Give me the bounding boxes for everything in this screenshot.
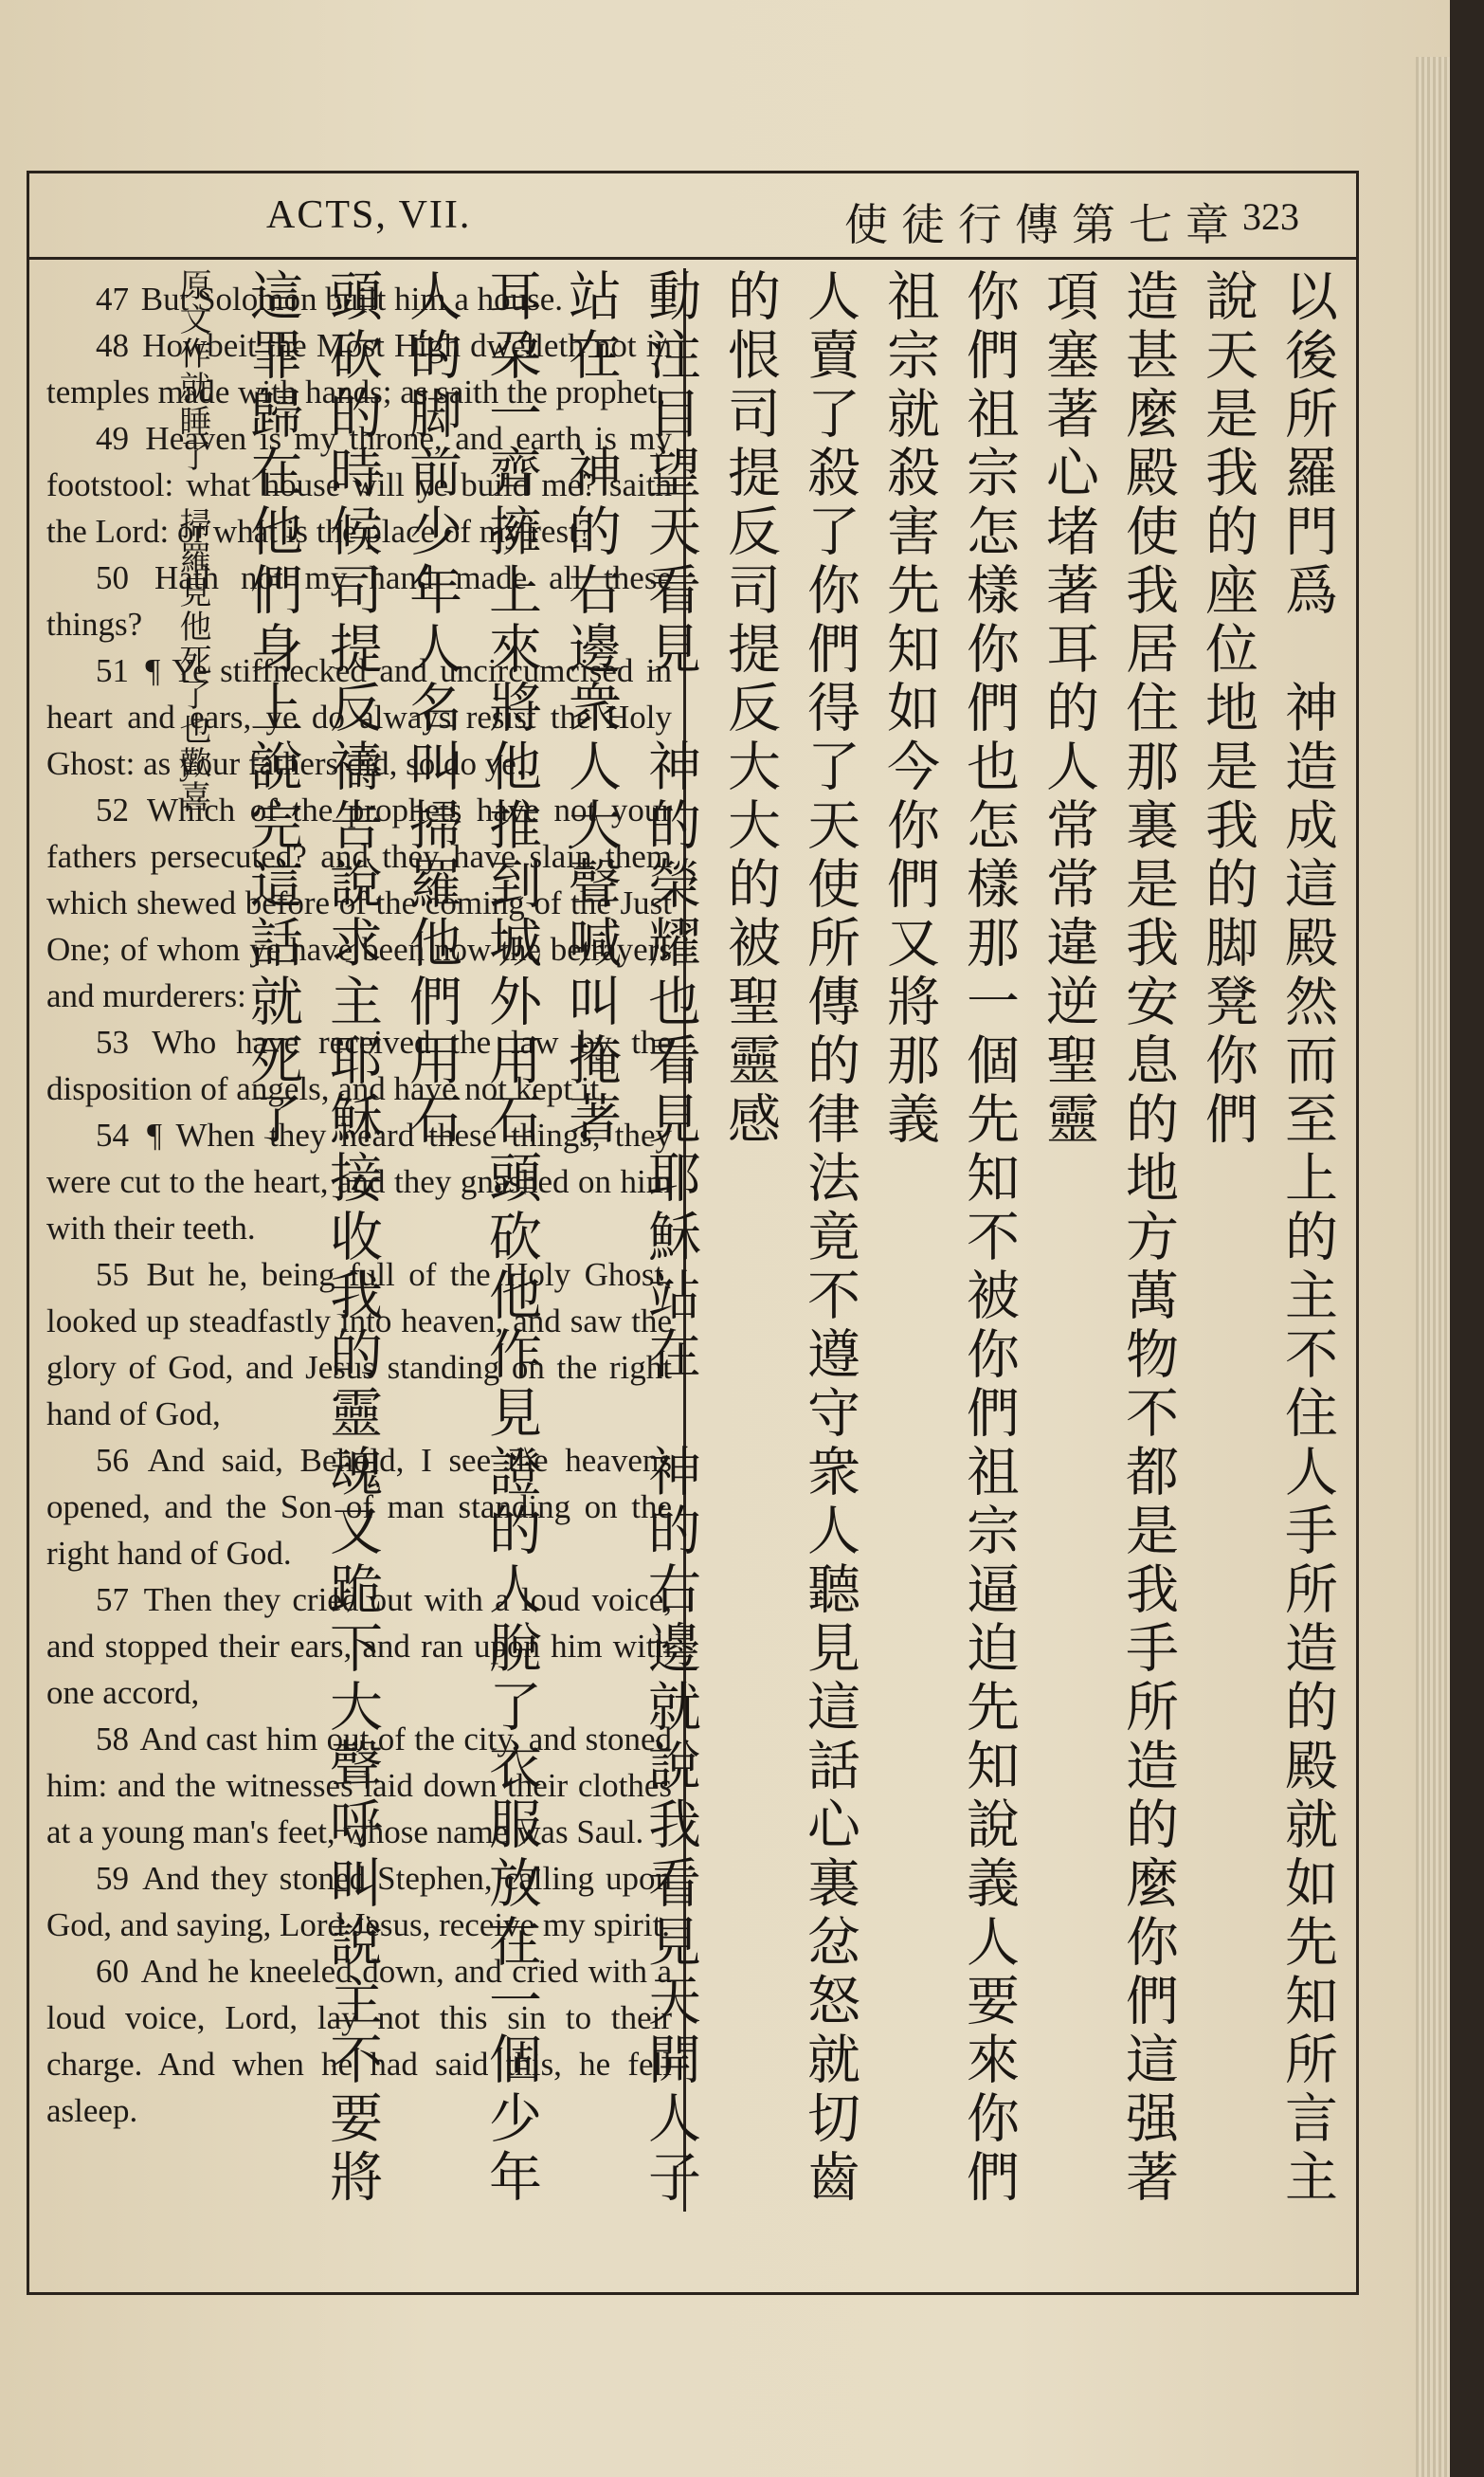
chinese-title: 使徒行傳第七章 [844, 199, 1242, 250]
verse-number: 58 [96, 1721, 129, 1758]
verse-number: 55 [96, 1256, 129, 1293]
verse-text: And he kneeled down, and cried with a loud voice, Lord, lay not this sin to their charge. And when he had said this, he fell asleep. [46, 1953, 672, 2129]
verse-number: 54 [96, 1117, 129, 1154]
verse-text: Heaven is my throne, and earth is my footstool: what house will ye build me? saith the Lord: or what is the place of my rest? [46, 420, 672, 550]
verse-number: 47 [96, 281, 129, 318]
verse-number: 48 [96, 327, 129, 364]
verse-number: 50 [96, 559, 129, 596]
chinese-text-line: 耳朶一齊擁上來將他推到城外用石頭砍他作見證的人脫了衣服放在一個少年人的脚前少年人名叫掃羅他們用石 [401, 268, 542, 2208]
verse-number: 51 [96, 652, 129, 689]
verse-text: And they stoned Stephen, calling upon God, and saying, Lord Jesus, receive my spirit. [46, 1860, 672, 1943]
text-frame [27, 171, 1359, 2295]
page-edge [1416, 57, 1450, 2477]
chinese-text-line: 原文作就睡了 掃羅見他死了也歡喜 [173, 268, 211, 814]
verse-number: 53 [96, 1024, 129, 1061]
chinese-text-line: 人賣了殺了你們得了天使所傳的律法竟不遵守衆人聽見這話心裏忿怒就切齒的恨司提反司提反大大的被聖靈感 [719, 268, 860, 2208]
verse-number: 60 [96, 1953, 129, 1990]
chinese-text-line: 你們祖宗怎樣你們也怎樣那一個先知不被你們祖宗逼迫先知說義人要來你們祖宗就殺害先知如今你們又將那義 [878, 268, 1020, 2208]
verse-text: ¶ Ye stiffnecked and uncircumcised in heart and ears, ye do always resist the Holy Ghost: as your fathers did, so do ye. [46, 652, 672, 782]
verse-text: And said, Behold, I see the heavens opened, and the Son of man standing on the right hand of God. [46, 1442, 672, 1572]
verse-text: Who have received the law by the disposition of angels, and have not kept it. [46, 1024, 672, 1107]
verse-number: 57 [96, 1581, 129, 1618]
chinese-text-line: 以後所羅門爲 神造成這殿然而至上的主不住人手所造的殿就如先知所言主說天是我的座位地是我的脚凳你們 [1197, 268, 1338, 2208]
page-number: 323 [1242, 195, 1299, 238]
chinese-text-line: 動注目望天看見 神的榮耀也看見耶穌站在 神的右邊就說我看見天開人子站在 神的右邊衆人大聲喊叫掩著 [560, 268, 701, 2208]
verse-text: ¶ When they heard these things, they were cut to the heart, and they gnashed on him with their teeth. [46, 1117, 672, 1247]
chinese-text-line: 頭砍的時候司提反禱告說求主耶穌接收我的靈魂又跪下大聲呼叫說主不要將這罪歸在他們身上說完這話就死了 [242, 268, 383, 2208]
verse-number: 59 [96, 1860, 129, 1897]
verse-text: Hath not my hand made all these things? [46, 559, 672, 643]
verse-text: Howbeit the Most High dwelleth not in temples made with hands; as saith the prophet, [46, 327, 672, 410]
verse-number: 56 [96, 1442, 129, 1479]
verse-number: 52 [96, 792, 129, 829]
english-title: ACTS, VII. [266, 193, 472, 237]
verse-text: But Solomon built him a house. [140, 281, 564, 318]
verse-number: 49 [96, 420, 129, 457]
verse-text: But he, being full of the Holy Ghost, looked up steadfastly into heaven, and saw the glory of God, and Jesus standing on the right hand of God, [46, 1256, 672, 1432]
chinese-text-line: 造甚麼殿使我居住那裏是我安息的地方萬物不都是我手所造的麼你們這强著項塞著心堵著耳的人常常違逆聖靈 [1038, 268, 1179, 2208]
running-header [29, 173, 1356, 260]
verse-text: Which of the prophets have not your fathers persecuted? and they have slain them which shewed before of the coming of the Just One; of whom ye have been now the betrayers and murderers: [46, 792, 672, 1014]
verse-text: And cast him out of the city, and stoned him: and the witnesses laid down their clothes at a young man's feet, whose name was Saul. [46, 1721, 672, 1850]
verse-text: Then they cried out with a loud voice, and stopped their ears, and ran upon him with one accord, [46, 1581, 672, 1711]
